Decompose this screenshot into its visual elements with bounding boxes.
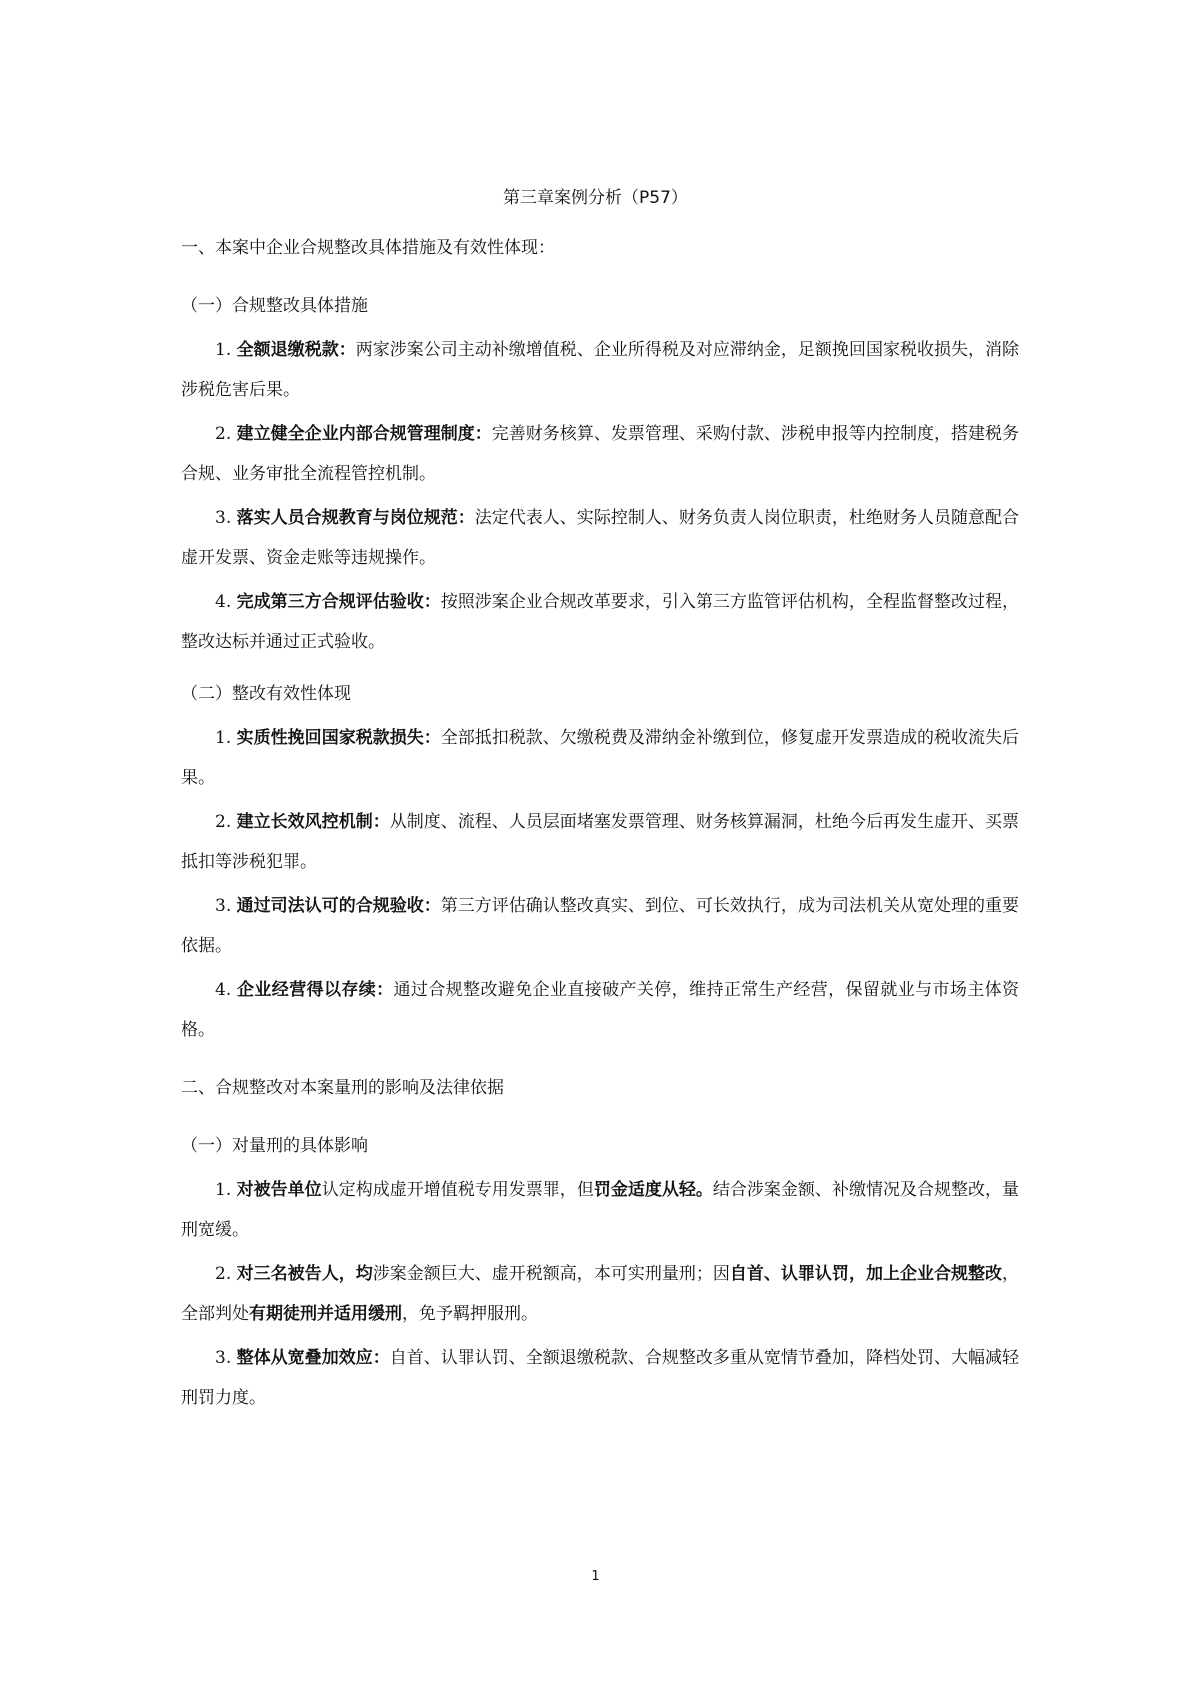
item-bold-2: 自首、认罪认罚，加上企业合规整改 bbox=[729, 1264, 1003, 1284]
item-bold-1: 对三名被告人，均 bbox=[236, 1264, 373, 1284]
item-number: 2. bbox=[215, 424, 232, 444]
item-number: 3. bbox=[215, 1348, 232, 1368]
item-number: 3. bbox=[215, 896, 232, 916]
section-1-1-item-2 bbox=[181, 414, 1019, 494]
item-text: 完善财务核算、发票管理、采购付款、涉税申报等内控制度，搭建税务合规、业务审批全流程管控机制。 bbox=[181, 424, 1020, 484]
item-text-1: 涉案金额巨大、虚开税额高，本可实刑量刑；因 bbox=[372, 1264, 730, 1284]
item-bold-1: 整体从宽叠加效应： bbox=[236, 1348, 390, 1368]
item-text: 全部抵扣税款、欠缴税费及滞纳金补缴到位，修复虚开发票造成的税收流失后果。 bbox=[181, 728, 1020, 788]
section-2-1-item-1 bbox=[181, 1170, 1019, 1250]
section-1-1-item-4 bbox=[181, 582, 1019, 662]
section-1-1-item-3 bbox=[181, 498, 1019, 578]
item-bold-lead: 全额退缴税款： bbox=[236, 340, 356, 360]
item-number: 2. bbox=[215, 1264, 232, 1284]
item-text-1: 自首、认罪认罚、全额退缴税款、合规整改多重从宽情节叠加，降档处罚、大幅减轻刑罚力度。 bbox=[181, 1348, 1020, 1408]
section-1-heading: 一、本案中企业合规整改具体措施及有效性体现： bbox=[181, 238, 555, 258]
item-bold-1: 对被告单位 bbox=[236, 1180, 322, 1200]
item-text-2: ，全部判处 bbox=[181, 1264, 1020, 1324]
item-text-2: 结合涉案金额、补缴情况及合规整改，量刑宽缓。 bbox=[181, 1180, 1020, 1240]
item-number: 1. bbox=[215, 340, 232, 360]
item-bold-lead: 实质性挽回国家税款损失： bbox=[236, 728, 441, 748]
item-number: 2. bbox=[215, 812, 232, 832]
item-text-1: 认定构成虚开增值税专用发票罪，但 bbox=[321, 1180, 594, 1200]
item-text: 从制度、流程、人员层面堵塞发票管理、财务核算漏洞，杜绝今后再发生虚开、买票抵扣等涉税犯罪。 bbox=[181, 812, 1020, 872]
item-number: 1. bbox=[215, 1180, 232, 1200]
item-bold-lead: 企业经营得以存续： bbox=[237, 980, 394, 1000]
section-1-1-item-1 bbox=[181, 330, 1019, 410]
section-1-1-heading: （一）合规整改具体措施 bbox=[181, 296, 368, 316]
item-text: 通过合规整改避免企业直接破产关停，维持正常生产经营，保留就业与市场主体资格。 bbox=[181, 980, 1020, 1040]
item-bold-lead: 建立健全企业内部合规管理制度： bbox=[236, 424, 492, 444]
section-2-1-heading: （一）对量刑的具体影响 bbox=[181, 1136, 368, 1156]
item-text-3: ，免予羁押服刑。 bbox=[402, 1304, 538, 1324]
section-2-heading: 二、合规整改对本案量刑的影响及法律依据 bbox=[181, 1078, 504, 1098]
item-bold-lead: 建立长效风控机制： bbox=[236, 812, 390, 832]
section-2-1-item-2 bbox=[181, 1254, 1019, 1334]
item-number: 4. bbox=[215, 980, 232, 1000]
item-number: 1. bbox=[215, 728, 232, 748]
item-number: 4. bbox=[215, 592, 232, 612]
item-bold-lead: 完成第三方合规评估验收： bbox=[236, 592, 441, 612]
item-bold-lead: 通过司法认可的合规验收： bbox=[236, 896, 441, 916]
item-bold-lead: 落实人员合规教育与岗位规范： bbox=[236, 508, 475, 528]
item-text: 按照涉案企业合规改革要求，引入第三方监管评估机构，全程监督整改过程，整改达标并通过正式验收。 bbox=[181, 592, 1020, 652]
page-number: 1 bbox=[591, 1569, 600, 1584]
section-1-2-item-3 bbox=[181, 886, 1019, 966]
item-text: 两家涉案公司主动补缴增值税、企业所得税及对应滞纳金，足额挽回国家税收损失，消除涉税危害后果。 bbox=[181, 340, 1020, 400]
section-1-2-heading: （二）整改有效性体现 bbox=[181, 684, 351, 704]
section-1-2-item-1 bbox=[181, 718, 1019, 798]
item-text: 法定代表人、实际控制人、财务负责人岗位职责，杜绝财务人员随意配合虚开发票、资金走账等违规操作。 bbox=[181, 508, 1020, 568]
item-bold-3: 有期徒刑并适用缓刑 bbox=[249, 1304, 402, 1324]
item-bold-2: 罚金适度从轻。 bbox=[593, 1180, 713, 1200]
section-1-2-item-4 bbox=[181, 970, 1019, 1050]
section-1-2-item-2 bbox=[181, 802, 1019, 882]
document-title: 第三章案例分析（P57） bbox=[503, 188, 688, 208]
section-2-1-item-3 bbox=[181, 1338, 1019, 1418]
item-text: 第三方评估确认整改真实、到位、可长效执行，成为司法机关从宽处理的重要依据。 bbox=[181, 896, 1020, 956]
item-number: 3. bbox=[215, 508, 232, 528]
